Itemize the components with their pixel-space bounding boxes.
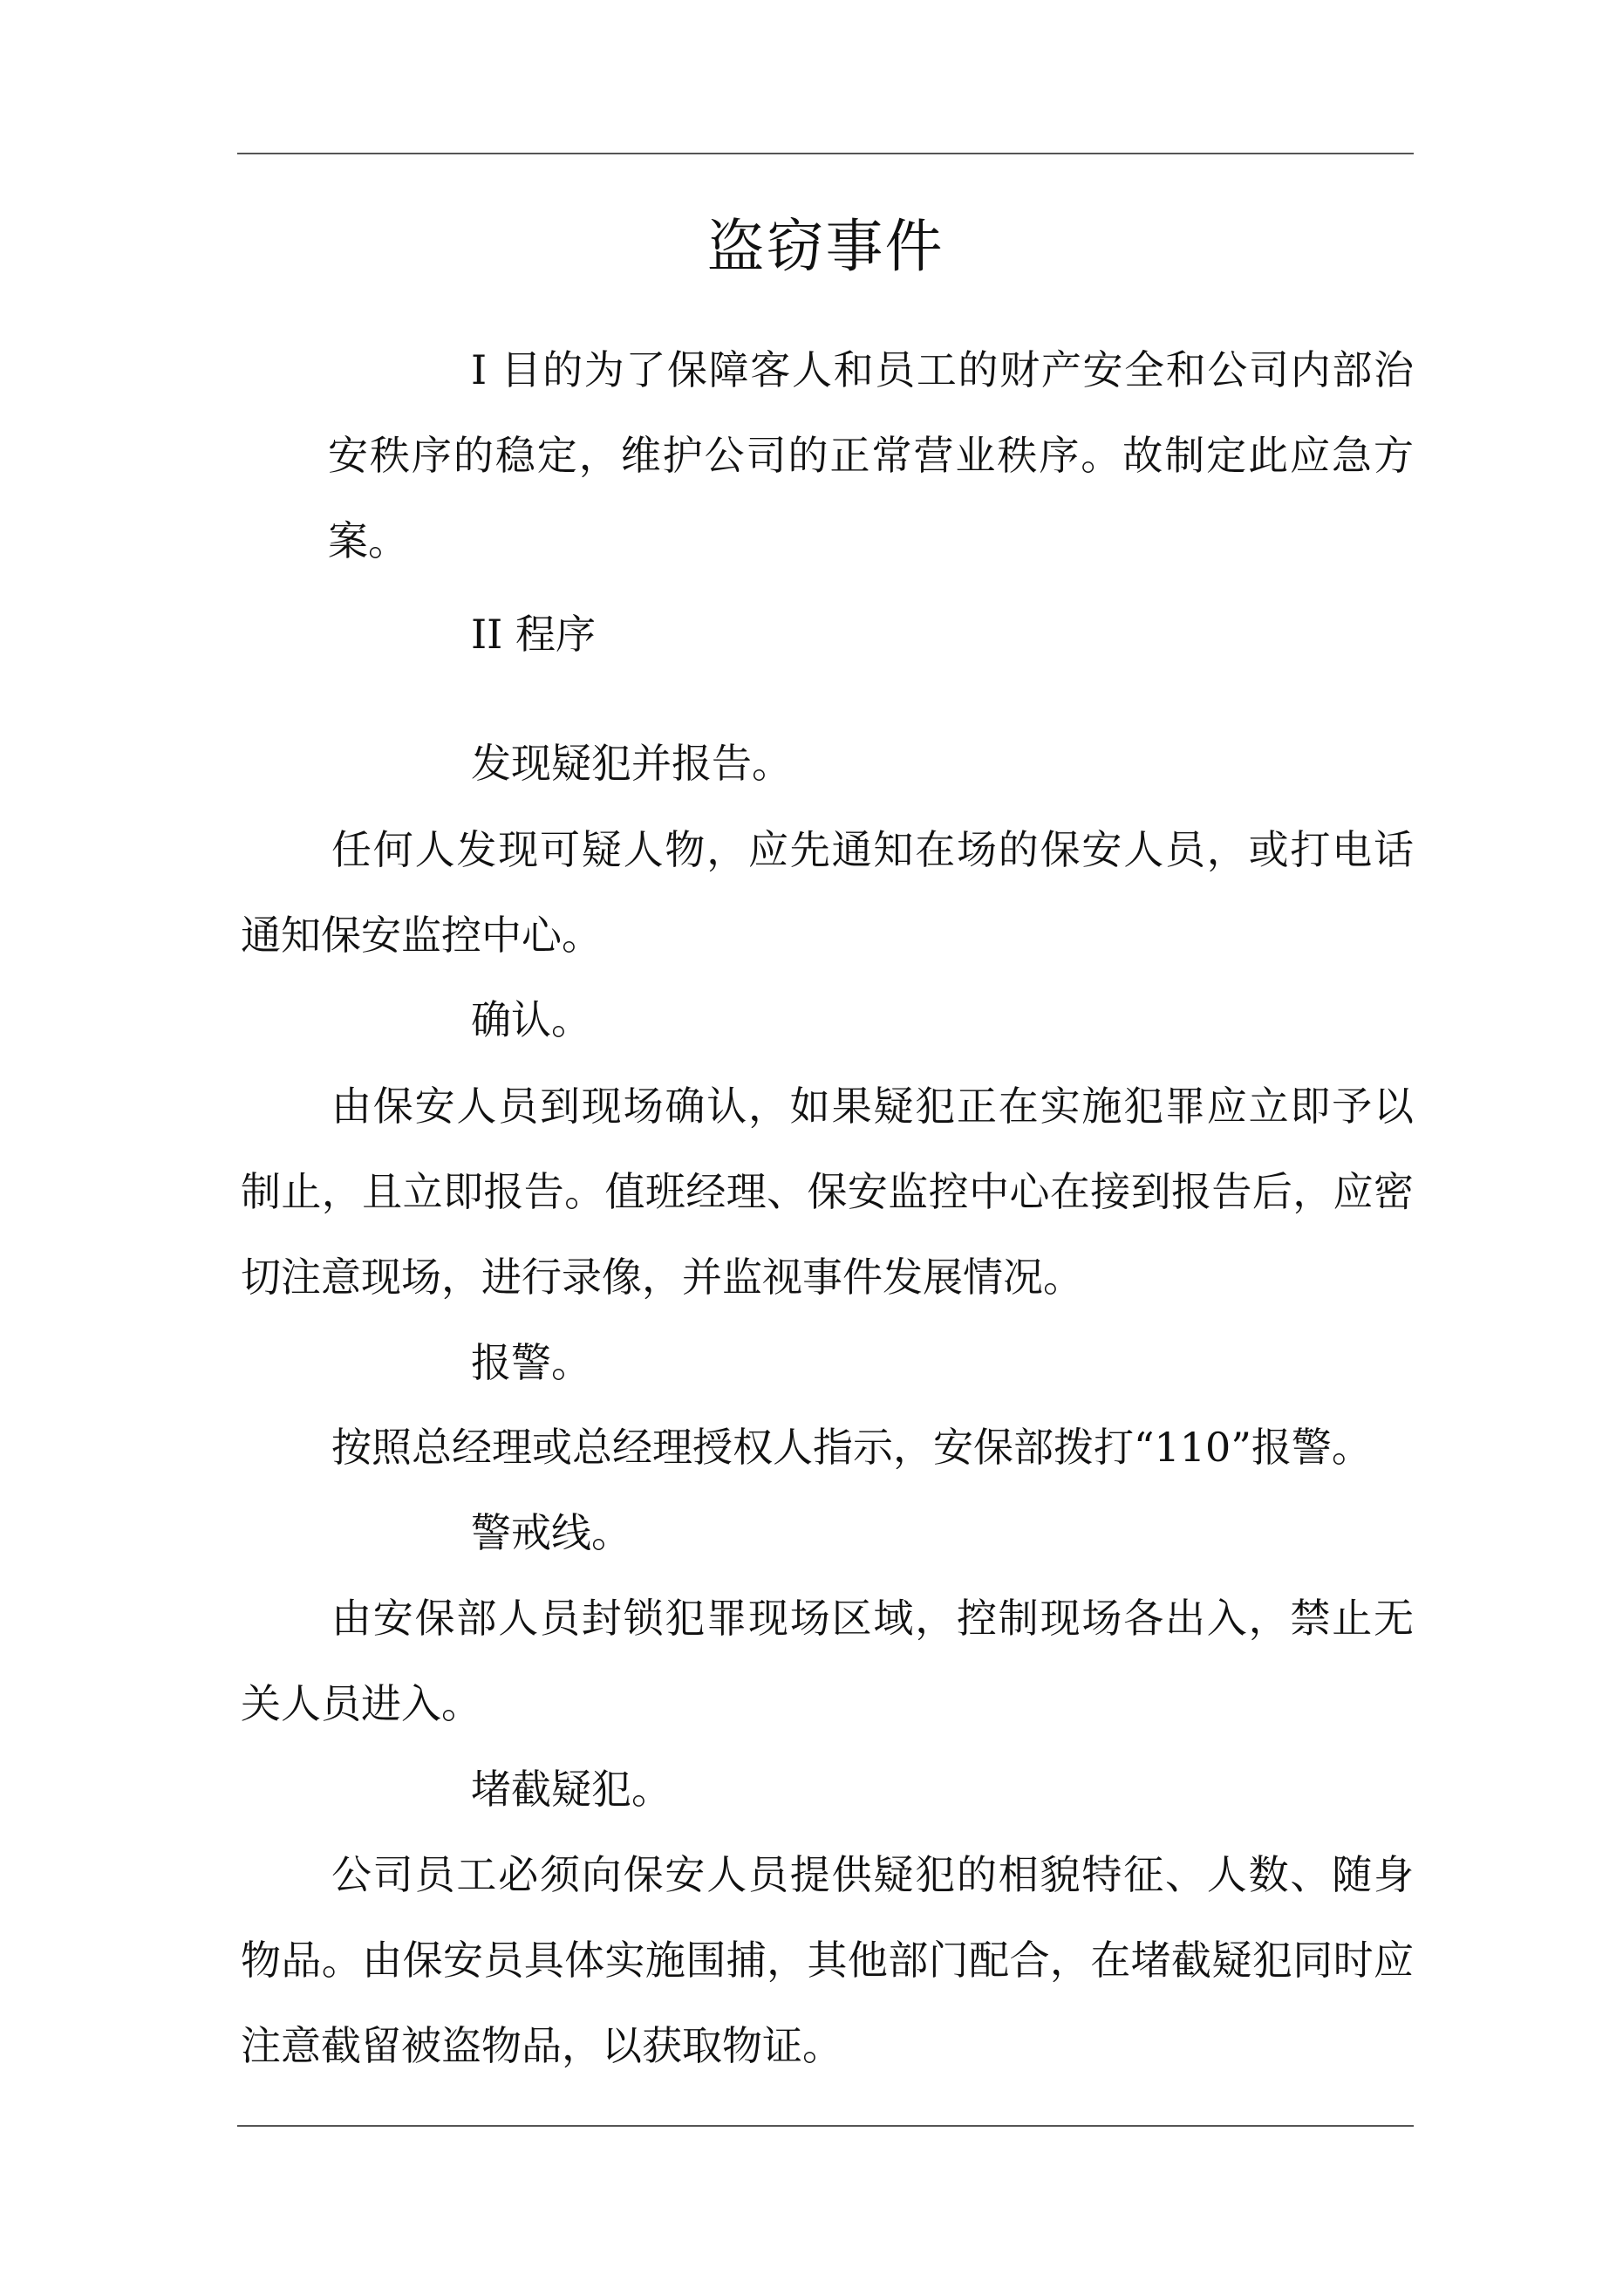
step-heading: 堵截疑犯。: [471, 1766, 672, 1813]
step-heading: 发现疑犯并报告。: [471, 740, 792, 787]
step-heading: 报警。: [471, 1339, 591, 1386]
procedure-heading: II 程序: [471, 611, 596, 658]
footer-rule: [237, 2125, 1414, 2127]
step-heading: 确认。: [471, 996, 591, 1043]
step-paragraph: 由保安人员到现场确认，如果疑犯正在实施犯罪应立即予以制止，且立即报告。值班经理、保安监控中心在接到报告后，应密切注意现场，进行录像，并监视事件发展情况。: [241, 1083, 1414, 1301]
purpose-paragraph: I 目的为了保障客人和员工的财产安全和公司内部治安秩序的稳定，维护公司的正常营业秩序。故制定此应急方案。: [328, 346, 1414, 564]
step-paragraph: 公司员工必须向保安人员提供疑犯的相貌特征、人数、随身物品。由保安员具体实施围捕，其他部门配合，在堵截疑犯同时应注意截留被盗物品，以获取物证。: [241, 1851, 1414, 2069]
step-heading: 警戒线。: [471, 1509, 631, 1556]
step-paragraph: 由安保部人员封锁犯罪现场区域，控制现场各出入，禁止无关人员进入。: [241, 1595, 1414, 1727]
document-title: 盗窃事件: [706, 213, 944, 280]
header-rule: [237, 153, 1414, 154]
step-paragraph: 按照总经理或总经理授权人指示，安保部拨打“110”报警。: [331, 1424, 1372, 1471]
step-paragraph: 任何人发现可疑人物，应先通知在场的保安人员，或打电话通知保安监控中心。: [241, 826, 1414, 959]
